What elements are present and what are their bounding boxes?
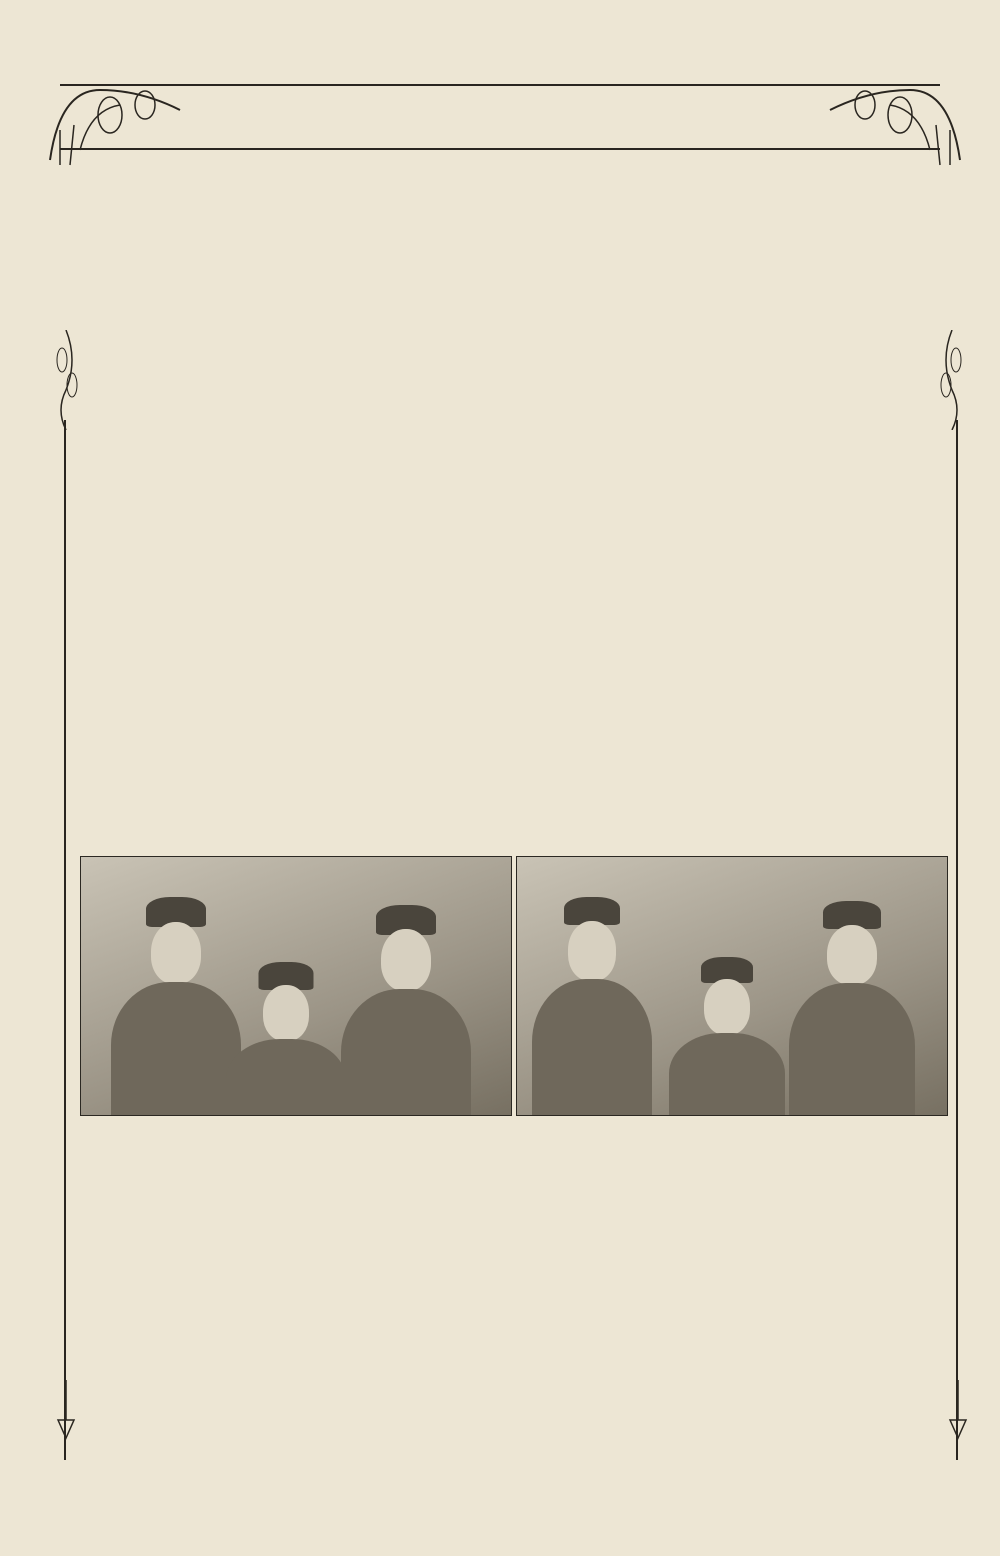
- frame-title-bottom-line: [60, 148, 940, 150]
- arrow-ornament-right-icon: [948, 1380, 968, 1440]
- frame-top-line: [60, 84, 940, 86]
- arrow-ornament-left-icon: [56, 1380, 76, 1440]
- floral-ornament-right-icon: [820, 70, 970, 170]
- vine-ornament-right-icon: [930, 330, 970, 430]
- floral-ornament-left-icon: [40, 70, 190, 170]
- frame-right-line: [956, 420, 958, 1460]
- group-photo-12: [80, 856, 512, 1116]
- group-photo-13: [516, 856, 948, 1116]
- vine-ornament-left-icon: [48, 330, 88, 430]
- frame-left-line: [64, 420, 66, 1460]
- left-column-text: [108, 428, 358, 430]
